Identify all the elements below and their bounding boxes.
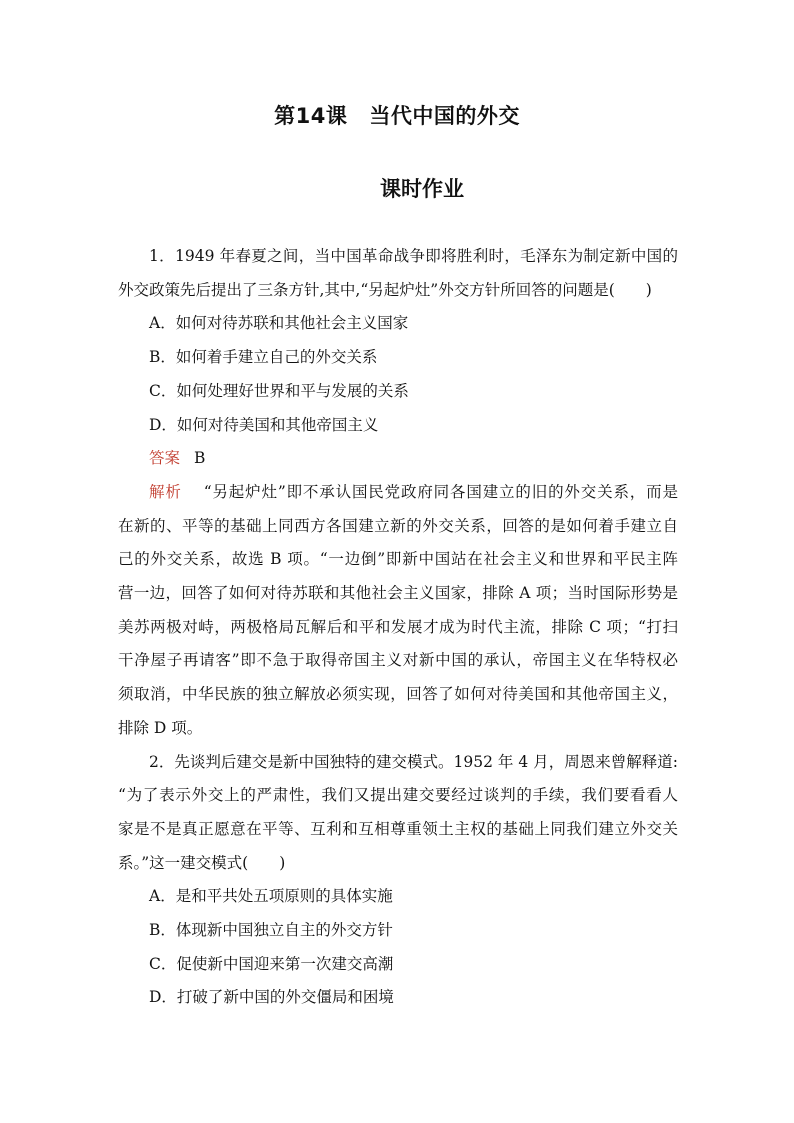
lesson-name: 当代中国的外交	[369, 104, 520, 128]
analysis-label: 解析	[149, 482, 182, 501]
question-stem-line: 系。”这一建交模式( )	[118, 853, 286, 872]
question-1	[118, 240, 678, 746]
section-title: 课时作业	[380, 177, 464, 201]
question-2	[118, 746, 678, 1016]
option-a: A．如何对待苏联和其他社会主义国家	[149, 314, 409, 333]
question-stem-line: 外交政策先后提出了三条方针,其中,“另起炉灶”外交方针所回答的问题是( )	[118, 280, 652, 299]
analysis-line: 在新的、平等的基础上同西方各国建立新的外交关系，回答的是如何着手建立自	[118, 516, 678, 535]
question-stem-line: “为了表示外交上的严肃性，我们又提出建交要经过谈判的手续，我们要看看人	[118, 786, 678, 805]
lesson-title	[0, 100, 794, 130]
option-c: C．如何处理好世界和平与发展的关系	[149, 381, 409, 400]
question-content	[118, 240, 678, 1015]
analysis-line: 营一边，回答了如何对待苏联和其他社会主义国家，排除 A 项；当时国际形势是	[118, 584, 678, 603]
question-stem-line: 1．1949 年春夏之间，当中国革命战争即将胜利时，毛泽东为制定新中国的	[149, 247, 678, 265]
option-c: C．促使新中国迎来第一次建交高潮	[149, 954, 394, 973]
answer-value: B	[194, 449, 206, 468]
analysis-first-line	[149, 476, 678, 510]
answer-label: 答案	[149, 449, 181, 468]
question-stem-line: 家是不是真正愿意在平等、互利和互相尊重领土主权的基础上同我们建立外交关	[118, 819, 678, 838]
question-1-stem	[118, 240, 678, 274]
option-b: B．体现新中国独立自主的外交方针	[149, 921, 393, 940]
answer-row	[118, 442, 678, 476]
option-b: B．如何着手建立自己的外交关系	[149, 348, 378, 367]
option-d: D．打破了新中国的外交僵局和困境	[149, 988, 394, 1007]
question-stem-line: 2．先谈判后建交是新中国独特的建交模式。1952 年 4 月，周恩来曾解释道:	[149, 752, 678, 771]
analysis-line: 排除 D 项。	[118, 718, 203, 737]
option-a: A．是和平共处五项原则的具体实施	[149, 887, 393, 906]
analysis-line: 须取消，中华民族的独立解放必须实现，回答了如何对待美国和其他帝国主义，	[118, 685, 678, 704]
analysis-line: 干净屋子再请客”即不急于取得帝国主义对新中国的承认，帝国主义在华特权必	[118, 651, 678, 670]
analysis-line: “另起炉灶”即不承认国民党政府同各国建立的旧的外交关系，而是	[203, 482, 678, 501]
analysis-line: 美苏两极对峙，两极格局瓦解后和平和发展才成为时代主流，排除 C 项；“打扫	[118, 617, 678, 636]
option-d: D．如何对待美国和其他帝国主义	[149, 415, 379, 434]
analysis-line: 己的外交关系，故选 B 项。“一边倒”即新中国站在社会主义和世界和平民主阵	[118, 550, 678, 569]
analysis	[118, 476, 678, 746]
lesson-number: 第14课	[274, 104, 348, 128]
